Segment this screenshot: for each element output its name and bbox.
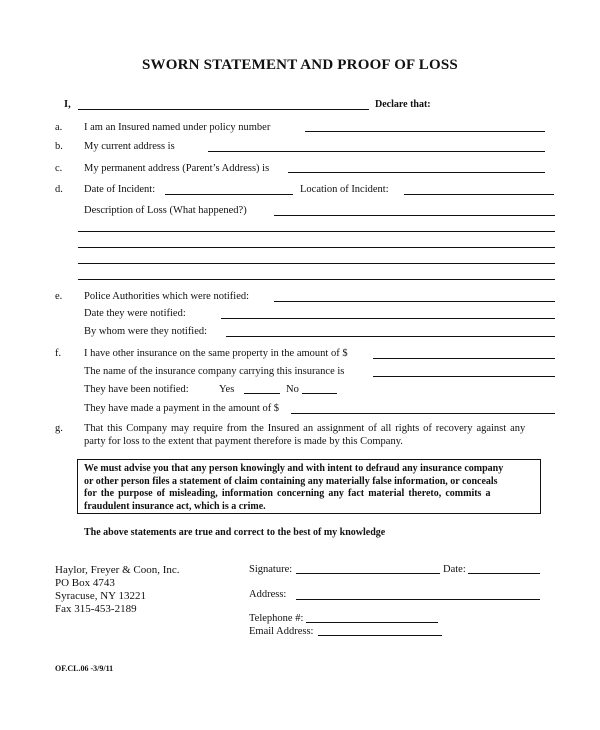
police-notified-date-label: Date they were notified:	[84, 308, 186, 319]
signature-field[interactable]	[296, 573, 440, 574]
other-insurance-amount-label: I have other insurance on the same property in the amount of $	[84, 348, 348, 359]
item-letter-a: a.	[55, 122, 63, 133]
insurance-company-name-field[interactable]	[373, 376, 555, 377]
notified-yes-field[interactable]	[244, 393, 280, 394]
permanent-address-field[interactable]	[288, 172, 545, 173]
form-code: OF.CL.06 -3/9/11	[55, 664, 114, 673]
company-city: Syracuse, NY 13221	[55, 590, 146, 602]
item-letter-f: f.	[55, 348, 62, 359]
company-po-box: PO Box 4743	[55, 577, 115, 589]
loss-description-line-2[interactable]	[78, 231, 555, 232]
assignment-clause-line-1: That this Company may require from the Insured an assignment of all rights of recovery against any	[84, 423, 526, 434]
address-label: Address:	[249, 589, 287, 600]
item-letter-c: c.	[55, 163, 63, 174]
loss-description-line-4[interactable]	[78, 263, 555, 264]
incident-location-label: Location of Incident:	[300, 184, 389, 195]
police-authorities-field[interactable]	[274, 301, 555, 302]
declare-prefix: I,	[64, 99, 71, 110]
company-name: Haylor, Freyer & Coon, Inc.	[55, 564, 180, 576]
payment-amount-label: They have made a payment in the amount of $	[84, 403, 280, 414]
company-fax: Fax 315-453-2189	[55, 603, 137, 615]
declarant-name-field[interactable]	[78, 109, 369, 110]
incident-date-field[interactable]	[165, 194, 293, 195]
police-authorities-label: Police Authorities which were notified:	[84, 291, 250, 302]
policy-number-field[interactable]	[305, 131, 545, 132]
policy-number-label: I am an Insured named under policy number	[84, 122, 271, 133]
form-title: SWORN STATEMENT AND PROOF OF LOSS	[142, 57, 458, 73]
fraud-warning-box	[77, 459, 541, 514]
date-label: Date:	[443, 564, 466, 575]
loss-description-line-3[interactable]	[78, 247, 555, 248]
fraud-warning-line-4: fraudulent insurance act, which is a crime.	[84, 500, 266, 512]
fraud-warning-line-1: We must advise you that any person knowingly and with intent to defraud any insurance company	[84, 463, 504, 474]
item-letter-e: e.	[55, 291, 63, 302]
other-insurance-amount-field[interactable]	[373, 358, 555, 359]
loss-description-label: Description of Loss (What happened?)	[84, 205, 247, 216]
attestation-statement: The above statements are true and correct to the best of my knowledge	[84, 527, 386, 538]
incident-date-label: Date of Incident:	[84, 184, 156, 195]
fraud-warning-line-2: or other person files a statement of claim containing any materially false information, or conceals	[84, 475, 498, 487]
current-address-label: My current address is	[84, 141, 175, 152]
permanent-address-label: My permanent address (Parent’s Address) is	[84, 163, 270, 174]
payment-amount-field[interactable]	[291, 413, 555, 414]
email-label: Email Address:	[249, 626, 314, 637]
item-letter-g: g.	[55, 423, 63, 434]
item-letter-b: b.	[55, 141, 63, 152]
police-notified-by-label: By whom were they notified:	[84, 326, 208, 337]
telephone-field[interactable]	[306, 622, 438, 623]
assignment-clause-line-2: party for loss to the extent that payment therefore is made by this Company.	[84, 436, 403, 447]
police-notified-date-field[interactable]	[221, 318, 555, 319]
date-field[interactable]	[468, 573, 540, 574]
loss-description-line-5[interactable]	[78, 279, 555, 280]
notified-no-label: No	[286, 384, 299, 395]
telephone-label: Telephone #:	[249, 613, 304, 624]
signature-label: Signature:	[249, 564, 293, 575]
fraud-warning-line-3: for the purpose of misleading, information concerning any fact material thereto, commits a	[84, 488, 491, 499]
loss-description-line-1[interactable]	[274, 215, 555, 216]
insurance-company-name-label: The name of the insurance company carrying this insurance is	[84, 366, 345, 377]
address-field[interactable]	[296, 599, 540, 600]
declare-suffix: Declare that:	[375, 99, 431, 110]
email-field[interactable]	[318, 635, 442, 636]
notified-no-field[interactable]	[302, 393, 337, 394]
police-notified-by-field[interactable]	[226, 336, 555, 337]
item-letter-d: d.	[55, 184, 63, 195]
incident-location-field[interactable]	[404, 194, 554, 195]
current-address-field[interactable]	[208, 151, 545, 152]
notified-yes-label: Yes	[219, 384, 235, 395]
company-notified-label: They have been notified:	[84, 384, 189, 395]
